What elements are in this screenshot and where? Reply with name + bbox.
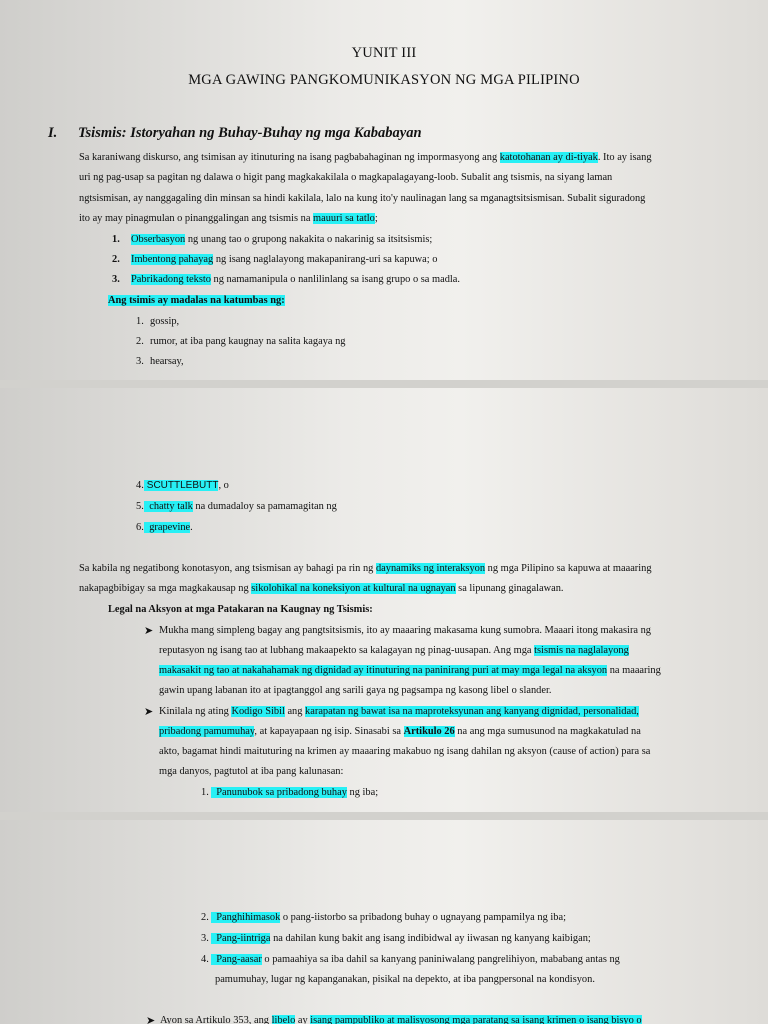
list-item: Pang-aasar o pamaahiya sa iba dahil sa kanyang paniniwalang pangrelihiyon, mababang antas ng: [211, 953, 620, 967]
list-item: chatty talk na dumadaloy sa pamamagitan ng: [144, 500, 337, 514]
subheading: Ang tsimis ay madalas na katumbas ng:: [108, 295, 285, 306]
bullet-arrow-icon: ➤: [144, 625, 154, 637]
document-page-3: [0, 820, 768, 1024]
list-number: 5.: [136, 501, 144, 512]
list-number: 1.: [201, 787, 209, 798]
bullet-line: makasakit ng tao at nakahahamak ng dignidad ay itinuturing na paninirang puri at may mga legal na aksyon na maaaring: [159, 665, 661, 676]
bullet-line: gawin upang labanan ito at ipagtanggol ang sarili gaya ng pagsampa ng kasong libel o slander.: [159, 685, 552, 696]
list-item: Pang-iintriga na dahilan kung bakit ang isang indibidwal ay iiwasan ng kanyang kaibigan;: [211, 932, 591, 946]
bullet-line: pribadong pamumuhay, at kapayapaan ng isip. Sinasabi sa Artikulo 26 na ang mga sumusunod na magkakatulad na: [159, 726, 641, 737]
bullet-line: mga danyos, pagtutol at iba pang kalunasan:: [159, 766, 344, 777]
list-number: 4.: [136, 480, 144, 491]
list-item: gossip,: [150, 316, 180, 327]
list-number: 3.: [201, 933, 209, 944]
document-title: MGA GAWING PANGKOMUNIKASYON NG MGA PILIPINO: [188, 72, 580, 88]
paragraph-line: Sa karaniwang diskurso, ang tsimisan ay itinuturing na isang pagbabahaginan ng impormasyong ang katotohanan ay di-tiyak. Ito ay isang: [79, 152, 652, 163]
document-page-2: [0, 388, 768, 812]
paragraph-line: Sa kabila ng negatibong konotasyon, ang tsismisan ay bahagi pa rin ng daynamiks ng interaksyon ng mga Pilipino sa kapuwa at maaaring: [79, 563, 652, 574]
list-number: 1.: [136, 316, 144, 327]
bullet-line: Kinilala ng ating Kodigo Sibil ang karapatan ng bawat isa na maproteksyunan ang kanyang dignidad, personalidad,: [159, 706, 639, 717]
section-number: I.: [48, 125, 58, 141]
paragraph-line: ito ay may pinagmulan o pinanggalingan ang tsismis na mauuri sa tatlo;: [79, 213, 378, 224]
list-item: hearsay,: [150, 356, 184, 367]
list-item: Imbentong pahayag ng isang naglalayong makapanirang-uri sa kapuwa; o: [131, 254, 438, 265]
list-item: grapevine.: [144, 521, 193, 535]
list-item: rumor, at iba pang kaugnay na salita kagaya ng: [150, 336, 346, 347]
unit-label: YUNIT III: [351, 45, 417, 61]
paragraph-line: uri ng pag-usap sa pagitan ng dalawa o higit pang magkakakilala o magkapalagayang-loob. Subalit ang tsismis, na siyang laman: [79, 172, 613, 183]
list-item: SCUTTLEBUTT, o: [144, 479, 229, 493]
highlight: katotohanan ay di-tiyak: [499, 152, 598, 163]
bullet-line: Mukha mang simpleng bagay ang pangtsitsismis, ito ay maaaring makasama kung sumobra. Maaari itong makasira ng: [159, 625, 652, 636]
subheading: Legal na Aksyon at mga Patakaran na Kaugnay ng Tsismis:: [108, 604, 373, 615]
document-page-1: [0, 0, 768, 380]
section-heading: Tsismis: Istoryahan ng Buhay-Buhay ng mga Kababayan: [78, 125, 422, 141]
bullet-line: reputasyon ng isang tao at lubhang makaapekto sa kalagayan ng pinag-uusapan. Ang mga tsismis na naglalayong: [159, 645, 629, 656]
list-number: 6.: [136, 522, 144, 533]
bullet-arrow-icon: ➤: [146, 1015, 156, 1024]
bullet-arrow-icon: ➤: [144, 706, 154, 718]
bullet-line: akto, bagamat hindi maituturing na krimen ay maaaring makabuo ng isang dahilan ng aksyon (cause of action) para sa: [159, 746, 651, 757]
page-divider: [0, 380, 768, 388]
highlight: mauuri sa tatlo: [313, 213, 375, 224]
bullet-line: Ayon sa Artikulo 353, ang libelo ay isang pampubliko at malisyosong mga paratang sa isang krimen o isang bisyo o: [160, 1015, 642, 1024]
list-number: 2.: [201, 912, 209, 923]
list-number: 2.: [136, 336, 144, 347]
paragraph-line: nakapagbibigay sa mga magkakausap ng sikolohikal na koneksiyon at kultural na ugnayan sa lipunang ginagalawan.: [79, 583, 564, 594]
page-divider: [0, 812, 768, 820]
list-number: 4.: [201, 954, 209, 965]
list-item: Obserbasyon ng unang tao o grupong nakakita o nakarinig sa itsitsismis;: [131, 234, 433, 245]
list-item: Panghihimasok o pang-iistorbo sa pribadong buhay o ugnayang pampamilya ng iba;: [211, 911, 566, 925]
paragraph-line: ngtsismisan, ay nanggagaling din minsan sa hindi kakilala, lalo na kung ito'y naulinagan lang sa mganagtsitsismisan. Subalit siguradong: [79, 193, 646, 204]
list-item-continuation: pamumuhay, lugar ng kapanganakan, pisikal na depekto, at iba pangpersonal na kondisyon.: [215, 974, 595, 985]
list-number: 3.: [112, 274, 120, 285]
list-item: Pabrikadong teksto ng namamanipula o nanlilinlang sa isang grupo o sa madla.: [131, 274, 460, 285]
list-number: 2.: [112, 254, 120, 265]
list-item: Panunubok sa pribadong buhay ng iba;: [211, 786, 378, 800]
list-number: 1.: [112, 234, 120, 245]
list-number: 3.: [136, 356, 144, 367]
